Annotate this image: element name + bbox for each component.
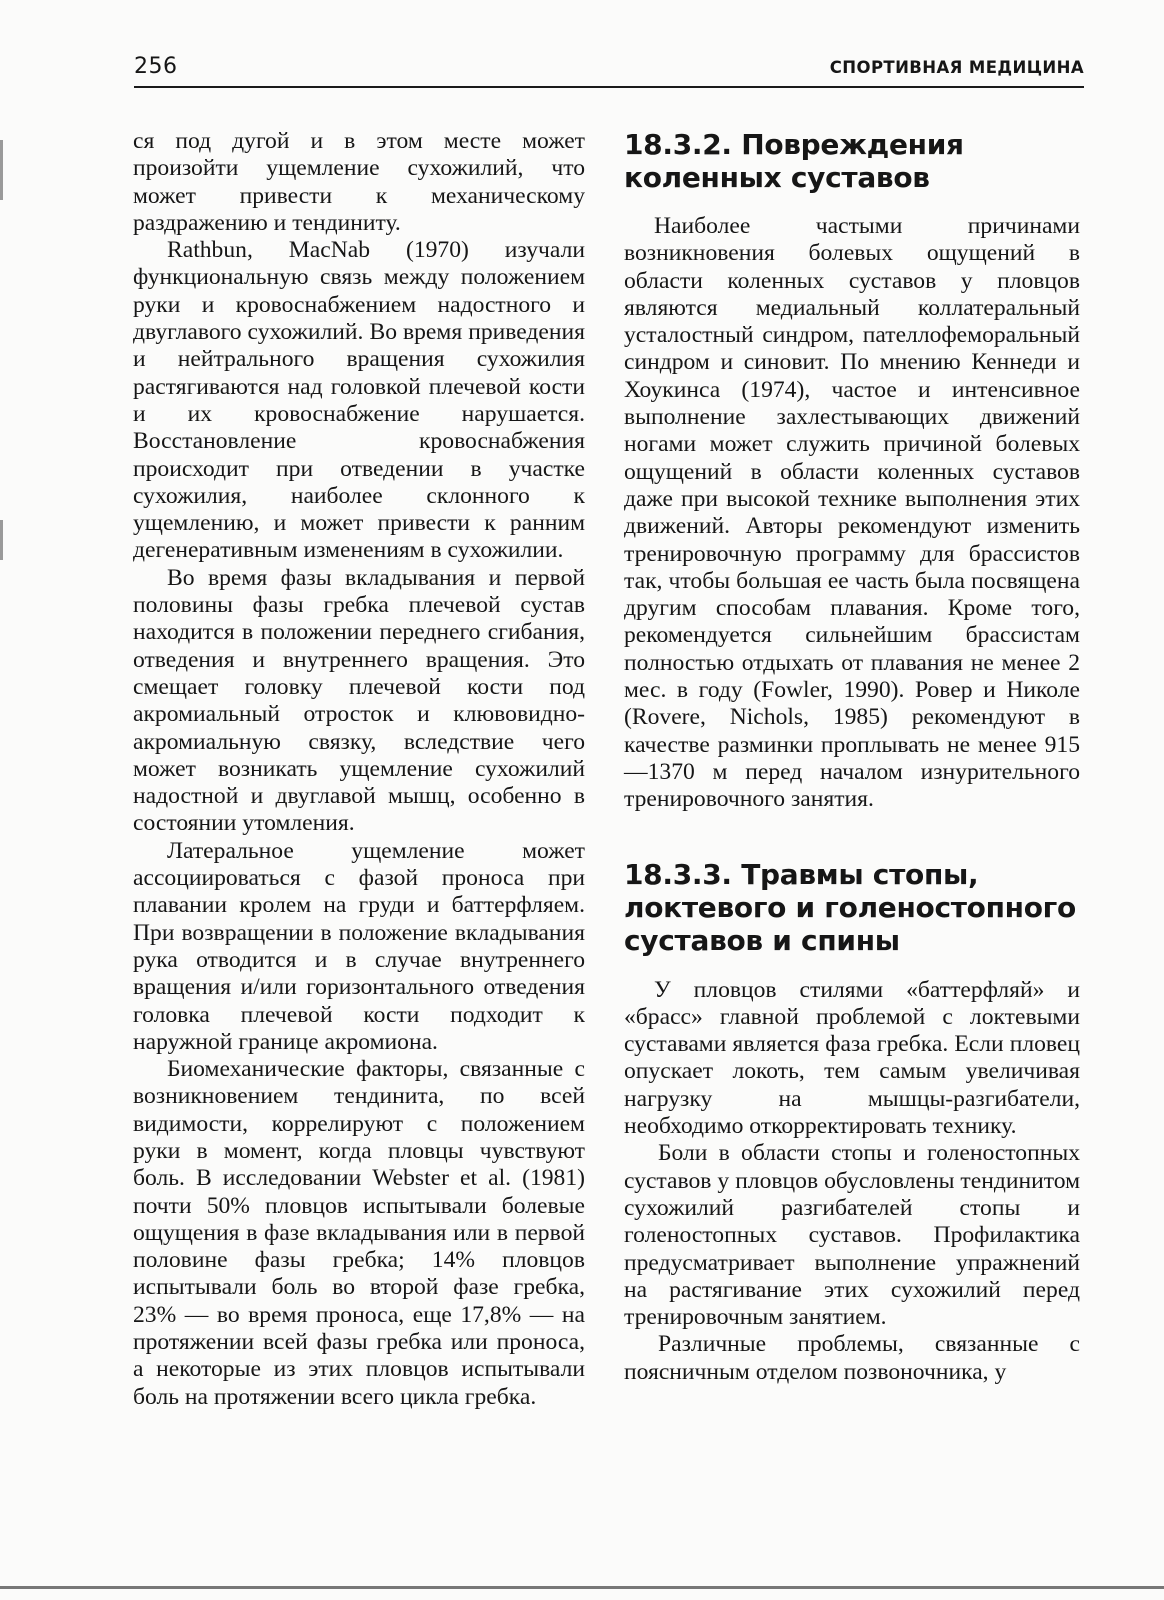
scan-edge-mark (0, 520, 3, 560)
section-heading-knee-injuries: 18.3.2. Повреждения коленных суставов (624, 128, 964, 194)
scan-edge-mark (0, 140, 3, 200)
body-paragraph: ся под дугой и в этом месте может произойти ущемление сухожилий, что может привести к механическому раздражению и тендиниту. (133, 128, 585, 236)
scan-bottom-edge (0, 1586, 1164, 1589)
running-title: СПОРТИВНАЯ МЕДИЦИНА (829, 58, 1084, 77)
body-paragraph: Во время фазы вкладывания и первой половины фазы гребка плечевой сустав находится в положении переднего сгибания, отведения и внутреннего вращения. Это смещает головку плечевой кости под акромиальный отросток и клювовидно-акромиальную связку, вследствие чего может возникать ущемление сухожилий надостной и двуглавой мышц, особенно в состоянии утомления. (133, 564, 585, 837)
right-column (624, 128, 1080, 1386)
left-column (133, 128, 585, 1411)
body-paragraph: Rathbun, MacNab (1970) изучали функциональную связь между положением руки и кровоснабжением надостного и двуглавого сухожилий. Во время приведения и нейтрального вращения сухожилия растягиваются над головкой плечевой кости и их кровоснабжение нарушается. Восстановление кровоснабжения происходит при отведении в участке сухожилия, наиболее склонного к ущемлению, и может привести к ранним дегенеративным изменениям в сухожилии. (133, 237, 585, 564)
body-paragraph: Наиболее частыми причинами возникновения болевых ощущений в области коленных суставов у пловцов являются медиальный коллатеральный усталостный синдром, пателлофеморальный синдром и синовит. По мнению Кеннеди и Хоукинса (1974), частое и интенсивное выполнение захлестывающих движений ногами может служить причиной болевых ощущений в области коленных суставов даже при высокой технике выполнения этих движений. Авторы рекомендуют изменить тренировочную программу для брассистов так, чтобы большая ее часть была посвящена другим способам плавания. Кроме того, рекомендуется сильнейшим брассистам полностью отдыхать от плавания не менее 2 мес. в году (Fowler, 1990). Ровер и Николе (Rovere, Nichols, 1985) рекомендуют в качестве разминки проплывать не менее 915—1370 м перед началом изнурительного тренировочного занятия. (624, 213, 1080, 813)
body-paragraph: Различные проблемы, связанные с поясничным отделом позвоночника, у (624, 1331, 1080, 1385)
body-paragraph: Латеральное ущемление может ассоциироваться с фазой проноса при плавании кролем на груди и баттерфляем. При возвращении в положение вкладывания рука отводится и в случае внутреннего вращения и/или горизонтального отведения головка плечевой кости подходит к наружной границе акромиона. (133, 837, 585, 1055)
body-paragraph: У пловцов стилями «баттерфляй» и «брасс» главной проблемой с локтевыми суставами является фаза гребка. Если пловец опускает локоть, тем самым увеличивая нагрузку на мышцы-разгибатели, необходимо откорректировать технику. (624, 976, 1080, 1140)
running-header (134, 54, 1084, 88)
page-number: 256 (134, 54, 178, 79)
body-paragraph: Биомеханические факторы, связанные с возникновением тендинита, по всей видимости, коррелируют с положением руки в момент, когда пловцы чувствуют боль. В исследовании Webster et al. (1981) почти 50% пловцов испытывали болевые ощущения в фазе вкладывания или в первой половине фазы гребка; 14% пловцов испытывали боль во второй фазе гребка, 23% — во время проноса, еще 17,8% — на протяжении всей фазы гребка или проноса, а некоторые из этих пловцов испытывали боль на протяжении всего цикла гребка. (133, 1056, 585, 1410)
body-paragraph: Боли в области стопы и голеностопных суставов у пловцов обусловлены тендинитом сухожилий разгибателей стопы и голеностопных суставов. Профилактика предусматривает выполнение упражнений на растягивание этих сухожилий перед тренировочным занятием. (624, 1140, 1080, 1331)
section-heading-foot-elbow-ankle-back: 18.3.3. Травмы стопы, локтевого и голеностопного суставов и спины (624, 857, 1076, 957)
